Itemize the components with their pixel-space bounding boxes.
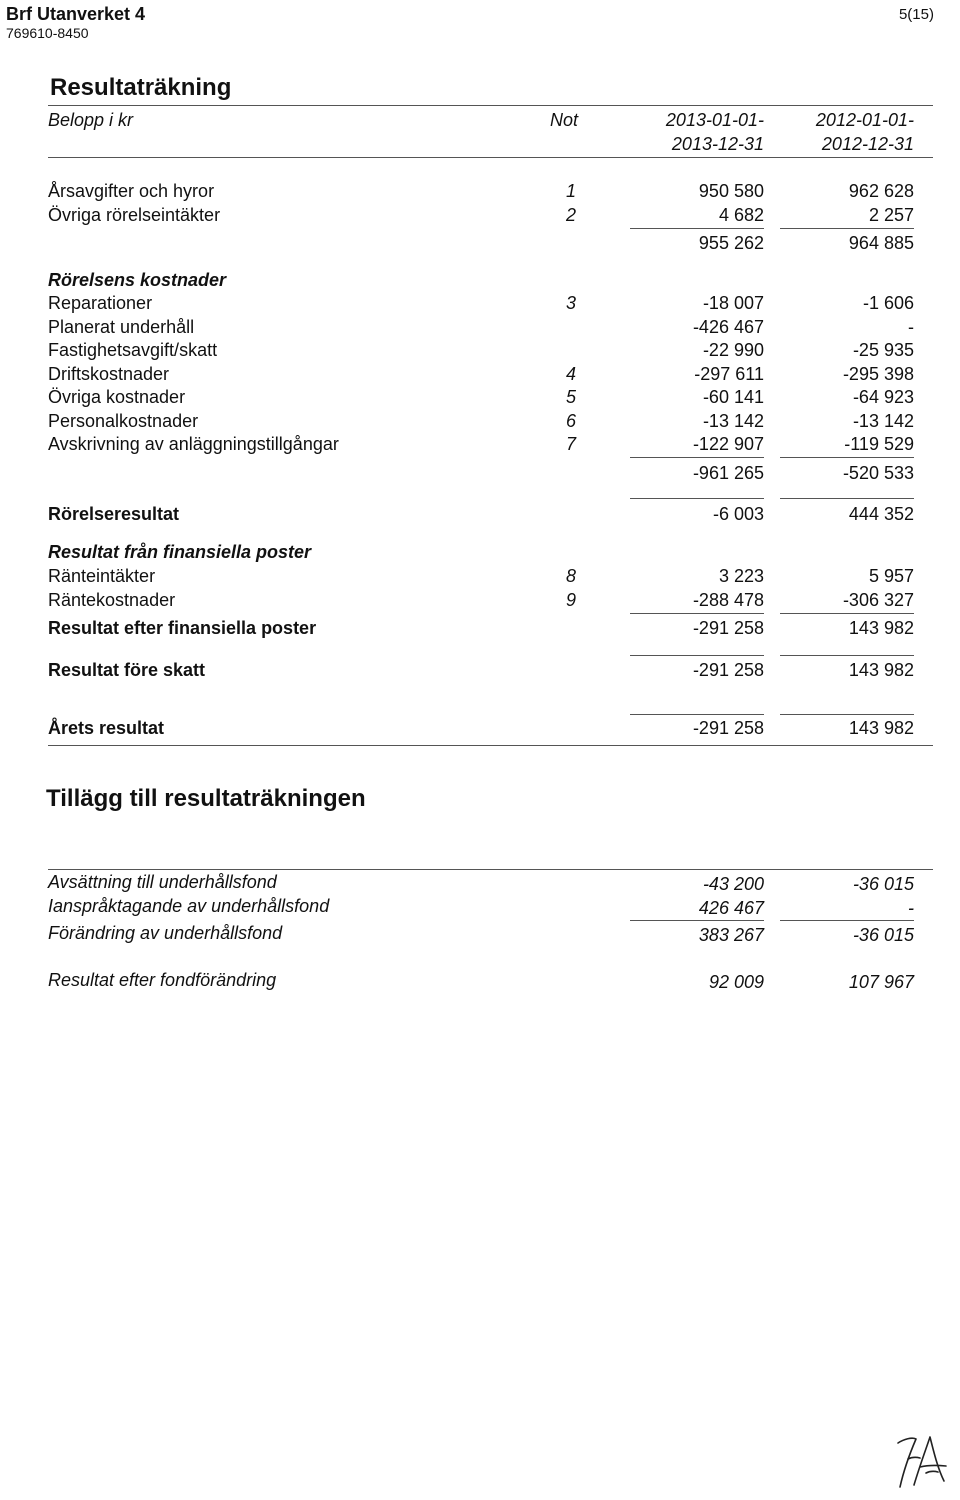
subtotal-divider bbox=[780, 228, 914, 229]
row-value-2012: 2 257 bbox=[868, 205, 914, 225]
subtotal-divider bbox=[630, 457, 764, 458]
section-heading-financial-items: Resultat från finansiella poster bbox=[48, 542, 312, 562]
row-label-personnel-costs: Personalkostnader bbox=[48, 411, 199, 431]
row-value-2012: -306 327 bbox=[842, 590, 914, 610]
row-value-2013: 4 682 bbox=[718, 205, 764, 225]
costs-total-2013: -961 265 bbox=[692, 463, 764, 483]
row-value-2012: -1 606 bbox=[862, 293, 914, 313]
row-value-2012: -36 015 bbox=[852, 874, 914, 894]
row-value-2013: -13 142 bbox=[702, 411, 764, 431]
result-before-tax-2013: -291 258 bbox=[692, 660, 764, 680]
revenue-total-2013: 955 262 bbox=[698, 233, 764, 253]
signature-initials-icon bbox=[890, 1425, 950, 1495]
row-label-planned-maintenance: Planerat underhåll bbox=[48, 317, 195, 337]
year-result-2012: 143 982 bbox=[848, 718, 914, 738]
subtotal-divider bbox=[630, 920, 764, 921]
row-value-2012: -25 935 bbox=[852, 340, 914, 360]
row-label-interest-expense: Räntekostnader bbox=[48, 590, 176, 610]
row-note: 5 bbox=[566, 387, 577, 407]
row-label-other-operating-income: Övriga rörelseintäkter bbox=[48, 205, 221, 225]
row-label-depreciation: Avskrivning av anläggningstillgångar bbox=[48, 434, 339, 454]
result-after-financial-label: Resultat efter finansiella poster bbox=[48, 618, 317, 638]
row-note: 6 bbox=[566, 411, 577, 431]
row-label-other-costs: Övriga kostnader bbox=[48, 387, 186, 407]
row-value-2013: -60 141 bbox=[702, 387, 764, 407]
page-number: 5(15) bbox=[898, 6, 934, 23]
row-value-2013: -43 200 bbox=[702, 874, 764, 894]
row-label-property-tax: Fastighetsavgift/skatt bbox=[48, 340, 218, 360]
period-2012-header-start: 2012-01-01- bbox=[815, 110, 914, 130]
statement-bottom-divider bbox=[48, 745, 933, 746]
year-result-label: Årets resultat bbox=[48, 718, 165, 738]
row-value-2013: -122 907 bbox=[692, 434, 764, 454]
period-2013-header-start: 2013-01-01- bbox=[665, 110, 764, 130]
header-divider bbox=[48, 157, 933, 158]
result-after-fund-change-2012: 107 967 bbox=[848, 972, 914, 992]
subtotal-divider bbox=[630, 714, 764, 715]
result-before-tax-label: Resultat före skatt bbox=[48, 660, 206, 680]
row-note: 1 bbox=[566, 181, 577, 201]
row-value-2013: -18 007 bbox=[702, 293, 764, 313]
row-value-2013: 426 467 bbox=[698, 898, 764, 918]
period-2013-header-end: 2013-12-31 bbox=[671, 134, 764, 154]
operating-result-2012: 444 352 bbox=[848, 504, 914, 524]
section-title-income-statement: Resultaträkning bbox=[50, 74, 232, 101]
row-label-fund-usage: Ianspråktagande av underhållsfond bbox=[48, 896, 330, 916]
result-before-tax-2012: 143 982 bbox=[848, 660, 914, 680]
costs-total-2012: -520 533 bbox=[842, 463, 914, 483]
row-value-2013: -22 990 bbox=[702, 340, 764, 360]
row-label-result-after-fund-change: Resultat efter fondförändring bbox=[48, 970, 277, 990]
row-label-fund-allocation: Avsättning till underhållsfond bbox=[48, 872, 277, 892]
subtotal-divider bbox=[630, 613, 764, 614]
row-note: 3 bbox=[566, 293, 577, 313]
subtotal-divider bbox=[780, 714, 914, 715]
title-divider bbox=[48, 105, 933, 106]
row-value-2012: 5 957 bbox=[868, 566, 914, 586]
row-value-2013: -288 478 bbox=[692, 590, 764, 610]
operating-result-label: Rörelseresultat bbox=[48, 504, 180, 524]
row-note: 9 bbox=[566, 590, 577, 610]
row-value-2012: -36 015 bbox=[852, 925, 914, 945]
row-label-annual-fees: Årsavgifter och hyror bbox=[48, 181, 215, 201]
amount-unit-label: Belopp i kr bbox=[48, 110, 134, 130]
result-after-financial-2012: 143 982 bbox=[848, 618, 914, 638]
section-title-supplement: Tillägg till resultaträkningen bbox=[46, 785, 366, 812]
row-value-2013: 383 267 bbox=[698, 925, 764, 945]
row-value-2013: -297 611 bbox=[694, 364, 764, 384]
result-after-fund-change-2013: 92 009 bbox=[708, 972, 764, 992]
row-label-interest-income: Ränteintäkter bbox=[48, 566, 156, 586]
row-value-2012: -13 142 bbox=[852, 411, 914, 431]
row-value-2012: 962 628 bbox=[848, 181, 914, 201]
row-value-2013: 950 580 bbox=[698, 181, 764, 201]
row-value-2013: 3 223 bbox=[718, 566, 764, 586]
subtotal-divider bbox=[780, 613, 914, 614]
row-label-fund-change: Förändring av underhållsfond bbox=[48, 923, 283, 943]
row-value-2013: -426 467 bbox=[692, 317, 764, 337]
organization-name: Brf Utanverket 4 bbox=[6, 4, 146, 24]
row-note: 2 bbox=[566, 205, 577, 225]
row-value-2012: -295 398 bbox=[842, 364, 914, 384]
row-label-repairs: Reparationer bbox=[48, 293, 153, 313]
subtotal-divider bbox=[780, 920, 914, 921]
row-value-2012: - bbox=[908, 317, 914, 337]
section-heading-operating-costs: Rörelsens kostnader bbox=[48, 270, 227, 290]
year-result-2013: -291 258 bbox=[692, 718, 764, 738]
subtotal-divider bbox=[630, 655, 764, 656]
row-value-2012: -119 529 bbox=[844, 434, 914, 454]
subtotal-divider bbox=[780, 498, 914, 499]
subtotal-divider bbox=[780, 655, 914, 656]
supplement-divider bbox=[48, 869, 933, 870]
row-value-2012: -64 923 bbox=[852, 387, 914, 407]
result-after-financial-2013: -291 258 bbox=[692, 618, 764, 638]
subtotal-divider bbox=[630, 228, 764, 229]
subtotal-divider bbox=[780, 457, 914, 458]
operating-result-2013: -6 003 bbox=[712, 504, 764, 524]
note-column-header: Not bbox=[550, 110, 579, 130]
period-2012-header-end: 2012-12-31 bbox=[821, 134, 914, 154]
row-note: 7 bbox=[566, 434, 577, 454]
row-note: 4 bbox=[566, 364, 577, 384]
organization-number: 769610-8450 bbox=[6, 25, 89, 41]
row-value-2012: - bbox=[908, 898, 914, 918]
subtotal-divider bbox=[630, 498, 764, 499]
row-note: 8 bbox=[566, 566, 577, 586]
row-label-operating-costs: Driftskostnader bbox=[48, 364, 170, 384]
revenue-total-2012: 964 885 bbox=[848, 233, 914, 253]
